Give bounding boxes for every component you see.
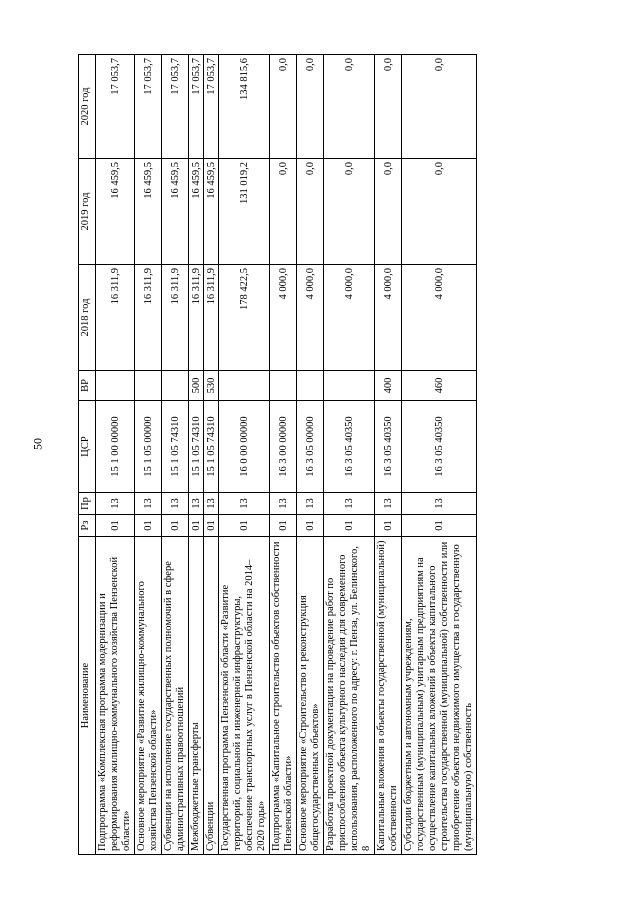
table-row (189, 55, 204, 855)
cell-vr (297, 371, 324, 401)
header-name: Наименование (79, 537, 96, 855)
table-row (204, 55, 219, 855)
cell-2018: 4 000,0 (375, 265, 402, 371)
cell-name: Подпрограмма «Капитальное строительство объектов собственности Пензенской области» (270, 537, 297, 855)
cell-csr: 15 1 05 74310 (189, 401, 204, 493)
cell-csr: 16 3 05 00000 (297, 401, 324, 493)
cell-rz: 01 (297, 515, 324, 537)
table-row (96, 55, 135, 855)
table-row (219, 55, 270, 855)
cell-2020: 0,0 (297, 55, 324, 159)
cell-vr (96, 371, 135, 401)
table-row (270, 55, 297, 855)
cell-2020: 17 053,7 (96, 55, 135, 159)
header-csr: ЦСР (79, 401, 96, 493)
cell-name: Межбюджетные трансферты (189, 537, 204, 855)
cell-name: Субсидии бюджетным и автономным учреждениям, государственным (муниципальным) унитарным предприятиям на осуществление капитальных вложений в объекты капитального строительства государственной (муниципальной) собственности или приобретение объектов недвижимого имущества в государственную (муниципальную) собственность (402, 537, 477, 855)
cell-vr (324, 371, 375, 401)
table-row (324, 55, 375, 855)
cell-csr: 15 1 00 00000 (96, 401, 135, 493)
cell-2019: 16 459,5 (135, 159, 162, 265)
cell-2020: 0,0 (270, 55, 297, 159)
cell-2020: 0,0 (324, 55, 375, 159)
cell-pr: 13 (297, 493, 324, 515)
cell-rz: 01 (96, 515, 135, 537)
cell-rz: 01 (375, 515, 402, 537)
cell-name: Основное мероприятие «Строительство и реконструкция общегосударственных объектов» (297, 537, 324, 855)
cell-csr: 15 1 05 74310 (162, 401, 189, 493)
cell-2019: 0,0 (324, 159, 375, 265)
cell-rz: 01 (162, 515, 189, 537)
cell-2020: 17 053,7 (204, 55, 219, 159)
cell-pr: 13 (189, 493, 204, 515)
cell-2019: 16 459,5 (204, 159, 219, 265)
cell-name: Субвенции (204, 537, 219, 855)
cell-2018: 16 311,9 (135, 265, 162, 371)
cell-2018: 16 311,9 (204, 265, 219, 371)
cell-2019: 0,0 (402, 159, 477, 265)
cell-rz: 01 (135, 515, 162, 537)
cell-vr (162, 371, 189, 401)
header-rz: Рз (79, 515, 96, 537)
budget-table (78, 54, 477, 855)
table-row (135, 55, 162, 855)
cell-vr: 530 (204, 371, 219, 401)
cell-csr: 15 1 05 00000 (135, 401, 162, 493)
cell-csr: 16 3 00 00000 (270, 401, 297, 493)
cell-pr: 13 (162, 493, 189, 515)
cell-csr: 16 3 05 40350 (375, 401, 402, 493)
cell-rz: 01 (189, 515, 204, 537)
cell-2020: 17 053,7 (135, 55, 162, 159)
cell-2020: 0,0 (375, 55, 402, 159)
cell-2019: 0,0 (375, 159, 402, 265)
cell-pr: 13 (402, 493, 477, 515)
cell-2019: 131 019,2 (219, 159, 270, 265)
cell-2019: 0,0 (297, 159, 324, 265)
cell-2018: 4 000,0 (270, 265, 297, 371)
cell-rz: 01 (219, 515, 270, 537)
cell-2020: 134 815,6 (219, 55, 270, 159)
cell-2019: 16 459,5 (162, 159, 189, 265)
cell-pr: 13 (270, 493, 297, 515)
cell-2018: 16 311,9 (96, 265, 135, 371)
cell-2018: 178 422,5 (219, 265, 270, 371)
cell-2019: 0,0 (270, 159, 297, 265)
header-2019: 2019 год (79, 159, 96, 265)
cell-2020: 17 053,7 (189, 55, 204, 159)
cell-2018: 16 311,9 (189, 265, 204, 371)
cell-name: Подпрограмма «Комплексная программа модернизации и реформирования жилищно-коммунального хозяйства Пензенской области» (96, 537, 135, 855)
cell-pr: 13 (324, 493, 375, 515)
cell-2018: 4 000,0 (297, 265, 324, 371)
cell-csr: 16 0 00 00000 (219, 401, 270, 493)
cell-name: Основное мероприятие «Развитие жилищно-коммунального хозяйства Пензенской области» (135, 537, 162, 855)
cell-name: Разработка проектной документации на проведение работ по приспособлению объекта культурного наследия для современного использования, расположенного по адресу: г. Пенза, ул. Белинского, 8 (324, 537, 375, 855)
cell-name: Субвенции на исполнение государственных полномочий в сфере административных правоотношений (162, 537, 189, 855)
table-row (402, 55, 477, 855)
cell-pr: 13 (375, 493, 402, 515)
cell-vr: 400 (375, 371, 402, 401)
cell-vr: 460 (402, 371, 477, 401)
cell-rz: 01 (204, 515, 219, 537)
cell-vr (135, 371, 162, 401)
cell-vr (219, 371, 270, 401)
cell-2019: 16 459,5 (96, 159, 135, 265)
header-vr: ВР (79, 371, 96, 401)
cell-csr: 15 1 05 74310 (204, 401, 219, 493)
cell-pr: 13 (135, 493, 162, 515)
header-pr: Пр (79, 493, 96, 515)
cell-2020: 0,0 (402, 55, 477, 159)
cell-rz: 01 (324, 515, 375, 537)
cell-vr (270, 371, 297, 401)
cell-2019: 16 459,5 (189, 159, 204, 265)
cell-2020: 17 053,7 (162, 55, 189, 159)
cell-rz: 01 (402, 515, 477, 537)
table-row (297, 55, 324, 855)
cell-pr: 13 (204, 493, 219, 515)
cell-name: Капитальные вложения в объекты государственной (муниципальной) собственности (375, 537, 402, 855)
cell-2018: 16 311,9 (162, 265, 189, 371)
cell-csr: 16 3 05 40350 (402, 401, 477, 493)
header-2020: 2020 год (79, 55, 96, 159)
rotated-page (78, 55, 554, 855)
header-2018: 2018 год (79, 265, 96, 371)
cell-name: Государственная программа Пензенской области «Развитие территорий, социальной и инженерной инфраструктуры, обеспечение транспортных услуг в Пензенской области на 2014–2020 годы» (219, 537, 270, 855)
cell-csr: 16 3 05 40350 (324, 401, 375, 493)
cell-rz: 01 (270, 515, 297, 537)
table-row (162, 55, 189, 855)
cell-vr: 500 (189, 371, 204, 401)
table-row (375, 55, 402, 855)
cell-2018: 4 000,0 (324, 265, 375, 371)
cell-2018: 4 000,0 (402, 265, 477, 371)
cell-pr: 13 (219, 493, 270, 515)
cell-pr: 13 (96, 493, 135, 515)
table-header-row (79, 55, 96, 855)
page-number: 50 (30, 438, 45, 450)
